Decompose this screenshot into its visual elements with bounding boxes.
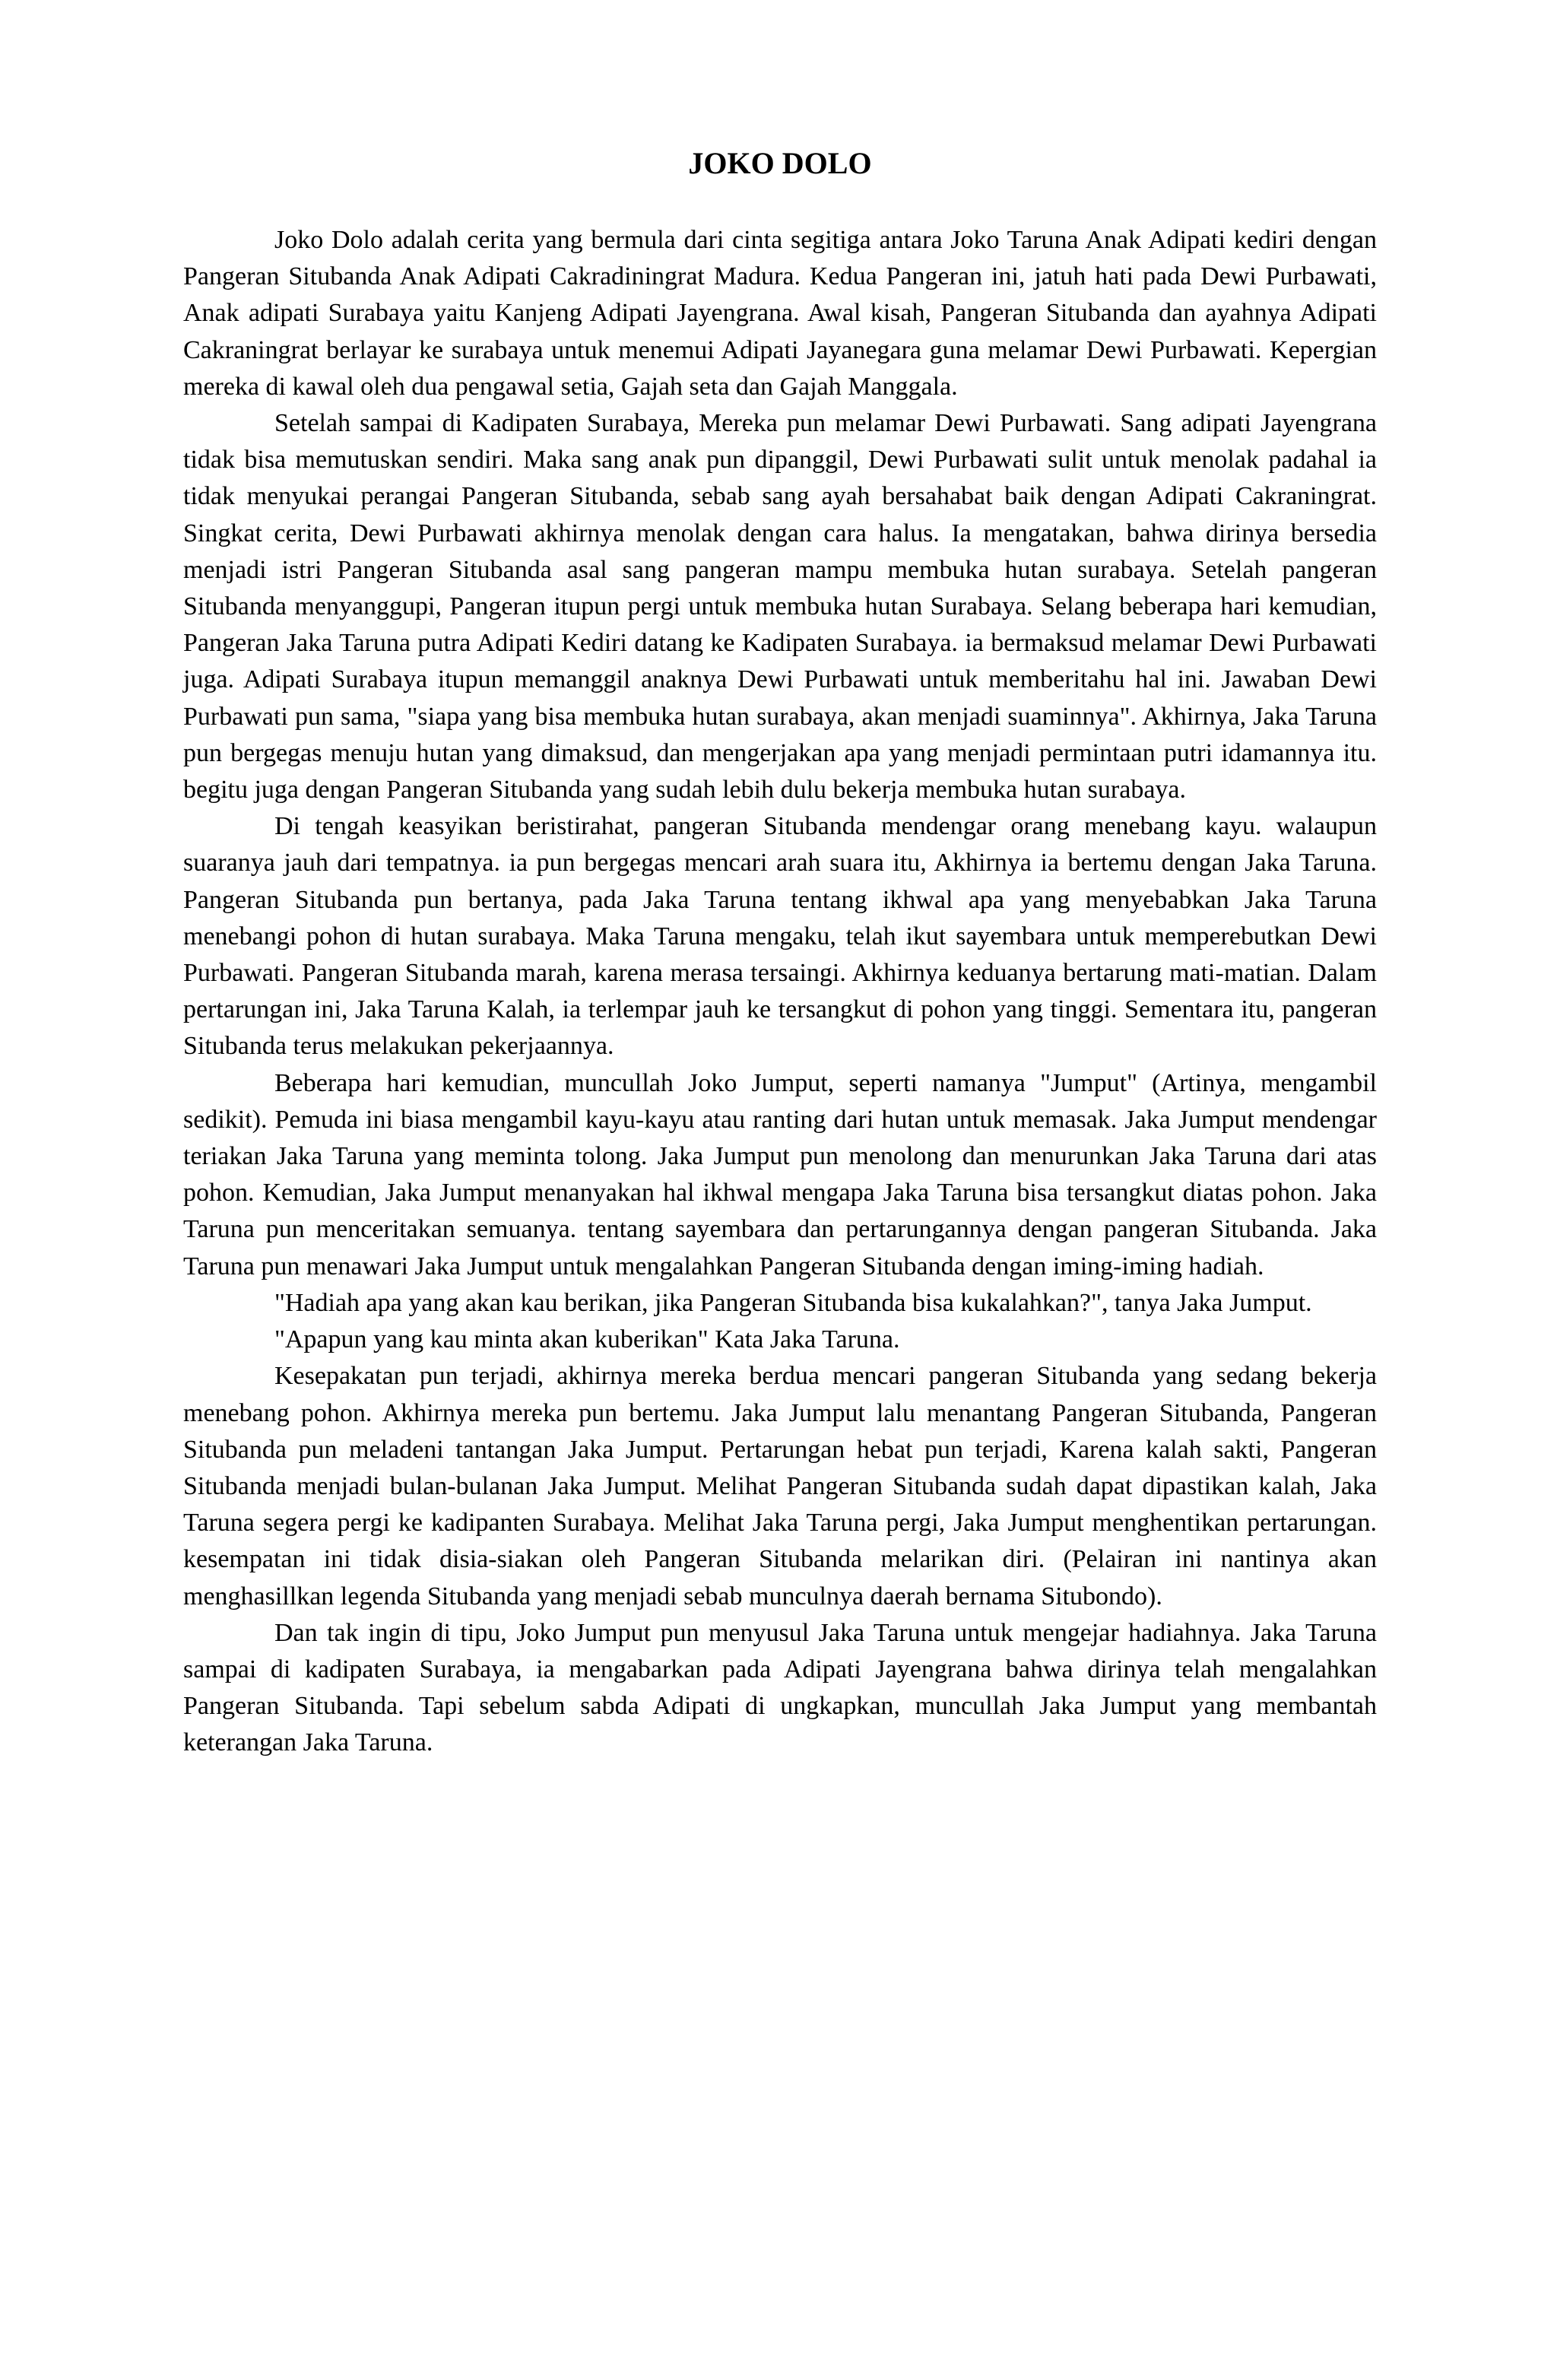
paragraph: Joko Dolo adalah cerita yang bermula dari cinta segitiga antara Joko Taruna Anak Adipati kediri dengan Pangeran Situbanda Anak Adipati Cakradiningrat Madura. Kedua Pangeran ini, jatuh hati pada Dewi Purbawati, Anak adipati Surabaya yaitu Kanjeng Adipati Jayengrana. Awal kisah, Pangeran Situbanda dan ayahnya Adipati Cakraningrat berlayar ke surabaya untuk menemui Adipati Jayanegara guna melamar Dewi Purbawati. Kepergian mereka di kawal oleh dua pengawal setia, Gajah seta dan Gajah Manggala. — [183, 226, 1377, 401]
paragraph: Setelah sampai di Kadipaten Surabaya, Mereka pun melamar Dewi Purbawati. Sang adipati Jayengrana tidak bisa memutuskan sendiri. Maka sang anak pun dipanggil, Dewi Purbawati sulit untuk menolak padahal ia tidak menyukai perangai Pangeran Situbanda, sebab sang ayah bersahabat baik dengan Adipati Cakraningrat. Singkat cerita, Dewi Purbawati akhirnya menolak dengan cara halus. Ia mengatakan, bahwa dirinya bersedia menjadi istri Pangeran Situbanda asal sang pangeran mampu membuka hutan surabaya. Setelah pangeran Situbanda menyanggupi, Pangeran itupun pergi untuk membuka hutan Surabaya. Selang beberapa hari kemudian, Pangeran Jaka Taruna putra Adipati Kediri datang ke Kadipaten Surabaya. ia bermaksud melamar Dewi Purbawati juga. Adipati Surabaya itupun memanggil anaknya Dewi Purbawati untuk memberitahu hal ini. Jawaban Dewi Purbawati pun sama, "siapa yang bisa membuka hutan surabaya, akan menjadi suaminnya". Akhirnya, Jaka Taruna pun bergegas menuju hutan yang dimaksud, dan mengerjakan apa yang menjadi permintaan putri idamannya itu. begitu juga dengan Pangeran Situbanda yang sudah lebih dulu bekerja membuka hutan surabaya. — [183, 409, 1377, 804]
paragraph: "Apapun yang kau minta akan kuberikan" Kata Jaka Taruna. — [274, 1325, 900, 1354]
paragraph: Di tengah keasyikan beristirahat, pangeran Situbanda mendengar orang menebang kayu. walaupun suaranya jauh dari tempatnya. ia pun bergegas mencari arah suara itu, Akhirnya ia bertemu dengan Jaka Taruna. Pangeran Situbanda pun bertanya, pada Jaka Taruna tentang ikhwal apa yang menyebabkan Jaka Taruna menebangi pohon di hutan surabaya. Maka Taruna mengaku, telah ikut sayembara untuk memperebutkan Dewi Purbawati. Pangeran Situbanda marah, karena merasa tersaingi. Akhirnya keduanya bertarung mati-matian. Dalam pertarungan ini, Jaka Taruna Kalah, ia terlempar jauh ke tersangkut di pohon yang tinggi. Sementara itu, pangeran Situbanda terus melakukan pekerjaannya. — [183, 812, 1377, 1061]
document-title: JOKO DOLO — [688, 146, 872, 180]
paragraph: Dan tak ingin di tipu, Joko Jumput pun menyusul Jaka Taruna untuk mengejar hadiahnya. Jaka Taruna sampai di kadipaten Surabaya, ia mengabarkan pada Adipati Jayengrana bahwa dirinya telah mengalahkan Pangeran Situbanda. Tapi sebelum sabda Adipati di ungkapkan, muncullah Jaka Jumput yang membantah keterangan Jaka Taruna. — [183, 1618, 1377, 1757]
document-page — [183, 144, 1377, 1762]
paragraph: Kesepakatan pun terjadi, akhirnya mereka berdua mencari pangeran Situbanda yang sedang bekerja menebang pohon. Akhirnya mereka pun bertemu. Jaka Jumput lalu menantang Pangeran Situbanda, Pangeran Situbanda pun meladeni tantangan Jaka Jumput. Pertarungan hebat pun terjadi, Karena kalah sakti, Pangeran Situbanda menjadi bulan-bulanan Jaka Jumput. Melihat Pangeran Situbanda sudah dapat dipastikan kalah, Jaka Taruna segera pergi ke kadipanten Surabaya. Melihat Jaka Taruna pergi, Jaka Jumput menghentikan pertarungan. kesempatan ini tidak disia-siakan oleh Pangeran Situbanda melarikan diri. (Pelairan ini nantinya akan menghasillkan legenda Situbanda yang menjadi sebab munculnya daerah bernama Situbondo). — [183, 1362, 1377, 1610]
paragraph: Beberapa hari kemudian, muncullah Joko Jumput, seperti namanya "Jumput" (Artinya, mengambil sedikit). Pemuda ini biasa mengambil kayu-kayu atau ranting dari hutan untuk memasak. Jaka Jumput mendengar teriakan Jaka Taruna yang meminta tolong. Jaka Jumput pun menolong dan menurunkan Jaka Taruna dari atas pohon. Kemudian, Jaka Jumput menanyakan hal ikhwal mengapa Jaka Taruna bisa tersangkut diatas pohon. Jaka Taruna pun menceritakan semuanya. tentang sayembara dan pertarungannya dengan pangeran Situbanda. Jaka Taruna pun menawari Jaka Jumput untuk mengalahkan Pangeran Situbanda dengan iming-iming hadiah. — [183, 1068, 1377, 1280]
paragraph: "Hadiah apa yang akan kau berikan, jika Pangeran Situbanda bisa kukalahkan?", tanya Jaka Jumput. — [274, 1288, 1312, 1317]
